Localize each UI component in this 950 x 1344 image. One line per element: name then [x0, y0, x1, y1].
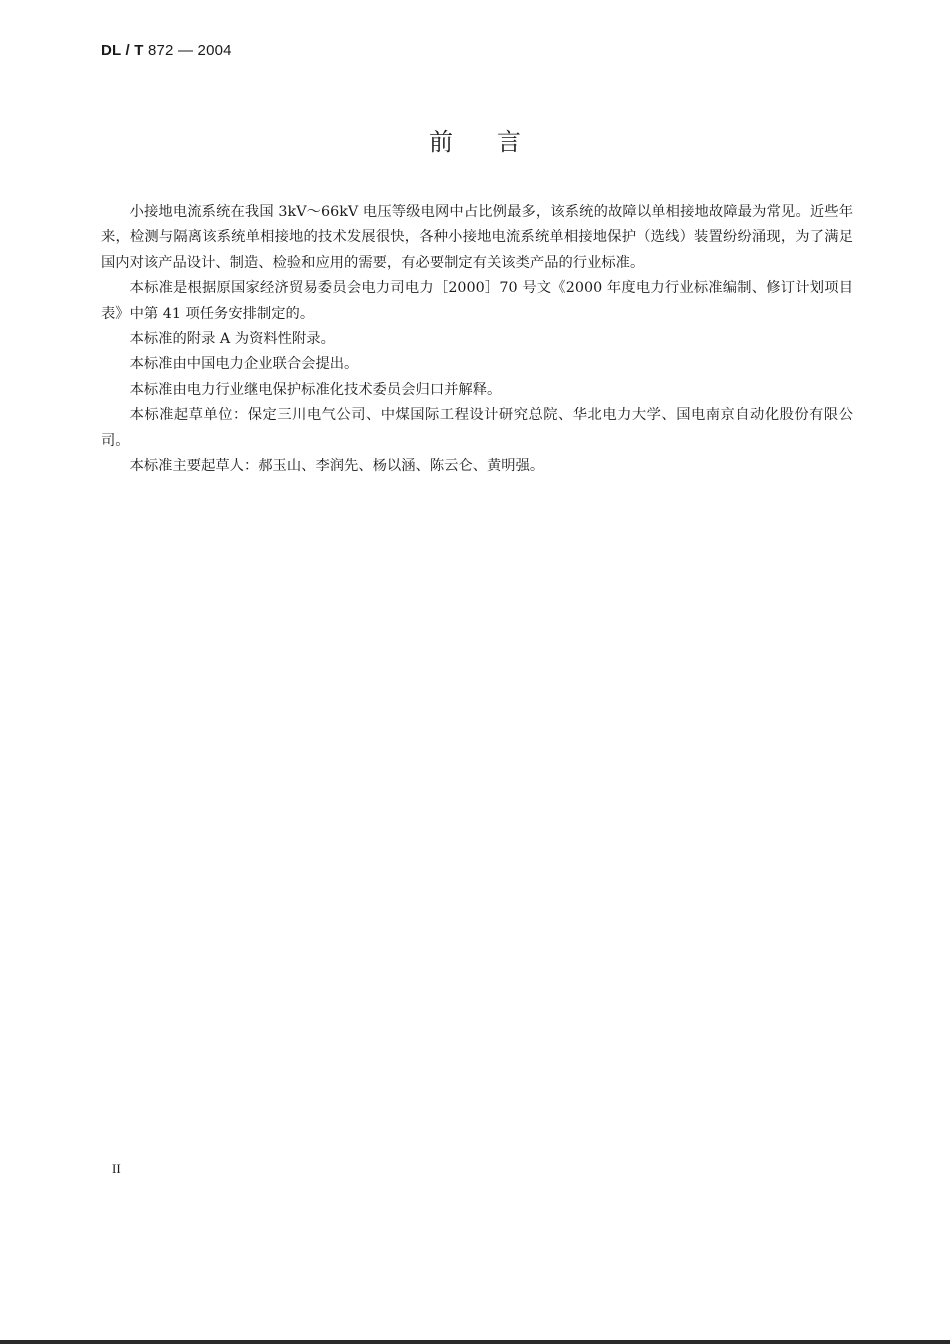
foreword-body [101, 200, 853, 479]
paragraph-drafting-units: 本标准起草单位：保定三川电气公司、中煤国际工程设计研究总院、华北电力大学、国电南京自动化股份有限公司。 [101, 407, 853, 449]
page-title: 前言 [429, 128, 565, 156]
paragraph-basis: 本标准是根据原国家经济贸易委员会电力司电力［2000］70 号文《2000 年度电力行业标准编制、修订计划项目表》中第 41 项任务安排制定的。 [101, 280, 853, 322]
paragraph-drafters: 本标准主要起草人：郝玉山、李润先、杨以涵、陈云仑、黄明强。 [129, 458, 545, 475]
document-code [101, 42, 232, 59]
paragraph-intro: 小接地电流系统在我国 3kV～66kV 电压等级电网中占比例最多，该系统的故障以单相接地故障最为常见。近些年来，检测与隔离该系统单相接地的技术发展很快，各种小接地电流系统单相接地保护（选线）装置纷纷涌现，为了满足国内对该产品设计、制造、检验和应用的需要，有必要制定有关该类产品的行业标准。 [101, 204, 853, 271]
paragraph-administrator: 本标准由电力行业继电保护标准化技术委员会归口并解释。 [129, 381, 502, 398]
document-code-number: 872 — 2004 [143, 42, 232, 59]
page-number: II [112, 1161, 121, 1176]
paragraph-proposer: 本标准由中国电力企业联合会提出。 [129, 356, 359, 373]
bottom-divider [0, 1340, 950, 1344]
paragraph-appendix: 本标准的附录 A 为资料性附录。 [129, 331, 335, 348]
document-code-prefix: DL / T [101, 42, 144, 59]
